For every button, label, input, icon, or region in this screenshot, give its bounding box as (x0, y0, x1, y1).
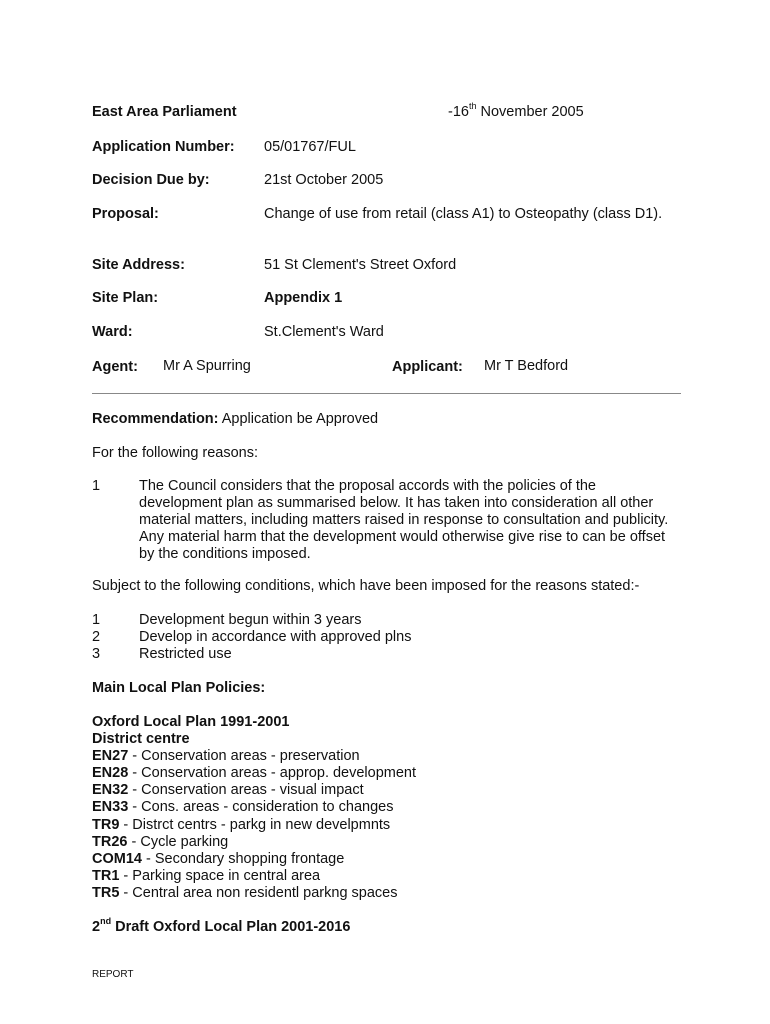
recommendation: Recommendation: Application be Approved (92, 411, 379, 427)
section-divider (92, 393, 681, 394)
agent-label: Agent: (92, 359, 138, 375)
condition-number: 2 (92, 629, 101, 645)
site-address-value: 51 St Clement's Street Oxford (264, 257, 457, 273)
policy-item: EN27 - Conservation areas - preservation (92, 748, 360, 764)
policy-item: EN33 - Cons. areas - consideration to changes (92, 799, 394, 815)
ward-value: St.Clement's Ward (264, 324, 384, 340)
ward-label: Ward: (92, 324, 133, 340)
meeting-date: -16th November 2005 (448, 101, 584, 120)
policy-item: EN32 - Conservation areas - visual impact (92, 782, 364, 798)
policy-item: TR26 - Cycle parking (92, 834, 229, 850)
district-centre-heading: District centre (92, 731, 190, 747)
proposal-label: Proposal: (92, 206, 159, 222)
application-number-label: Application Number: (92, 139, 235, 155)
application-number-value: 05/01767/FUL (264, 139, 356, 155)
policy-item: TR9 - Distrct centrs - parkg in new develpmnts (92, 817, 391, 833)
draft-plan-title: 2nd Draft Oxford Local Plan 2001-2016 (92, 916, 351, 935)
condition-text: Develop in accordance with approved plns (139, 629, 412, 645)
condition-text: Restricted use (139, 646, 232, 662)
applicant-label: Applicant: (392, 359, 463, 375)
site-plan-label: Site Plan: (92, 290, 159, 306)
meeting-title: East Area Parliament (92, 104, 237, 120)
footer-label: REPORT (92, 969, 134, 980)
site-plan-value: Appendix 1 (264, 290, 343, 306)
policy-item: TR1 - Parking space in central area (92, 868, 321, 884)
proposal-value: Change of use from retail (class A1) to Osteopathy (class D1). (264, 206, 663, 222)
agent-value: Mr A Spurring (163, 358, 251, 374)
reason-text: The Council considers that the proposal accords with the policies of the development plan as summarised below. It has taken into consideration all other material matters, including matters raised in response to consultation and publicity. Any material harm that the development would otherwise give rise to can be offset by the conditions imposed. (139, 478, 669, 562)
applicant-value: Mr T Bedford (484, 358, 569, 374)
conditions-intro: Subject to the following conditions, which have been imposed for the reasons stated:- (92, 578, 640, 594)
reason-number: 1 (92, 478, 101, 494)
plan-title: Oxford Local Plan 1991-2001 (92, 714, 290, 730)
site-address-label: Site Address: (92, 257, 185, 273)
policy-item: EN28 - Conservation areas - approp. development (92, 765, 417, 781)
reasons-intro: For the following reasons: (92, 445, 259, 461)
policy-item: COM14 - Secondary shopping frontage (92, 851, 345, 867)
decision-due-label: Decision Due by: (92, 172, 210, 188)
policies-heading: Main Local Plan Policies: (92, 680, 266, 696)
condition-number: 1 (92, 612, 101, 628)
condition-number: 3 (92, 646, 101, 662)
policy-item: TR5 - Central area non residentl parkng spaces (92, 885, 398, 901)
decision-due-value: 21st October 2005 (264, 172, 384, 188)
condition-text: Development begun within 3 years (139, 612, 362, 628)
